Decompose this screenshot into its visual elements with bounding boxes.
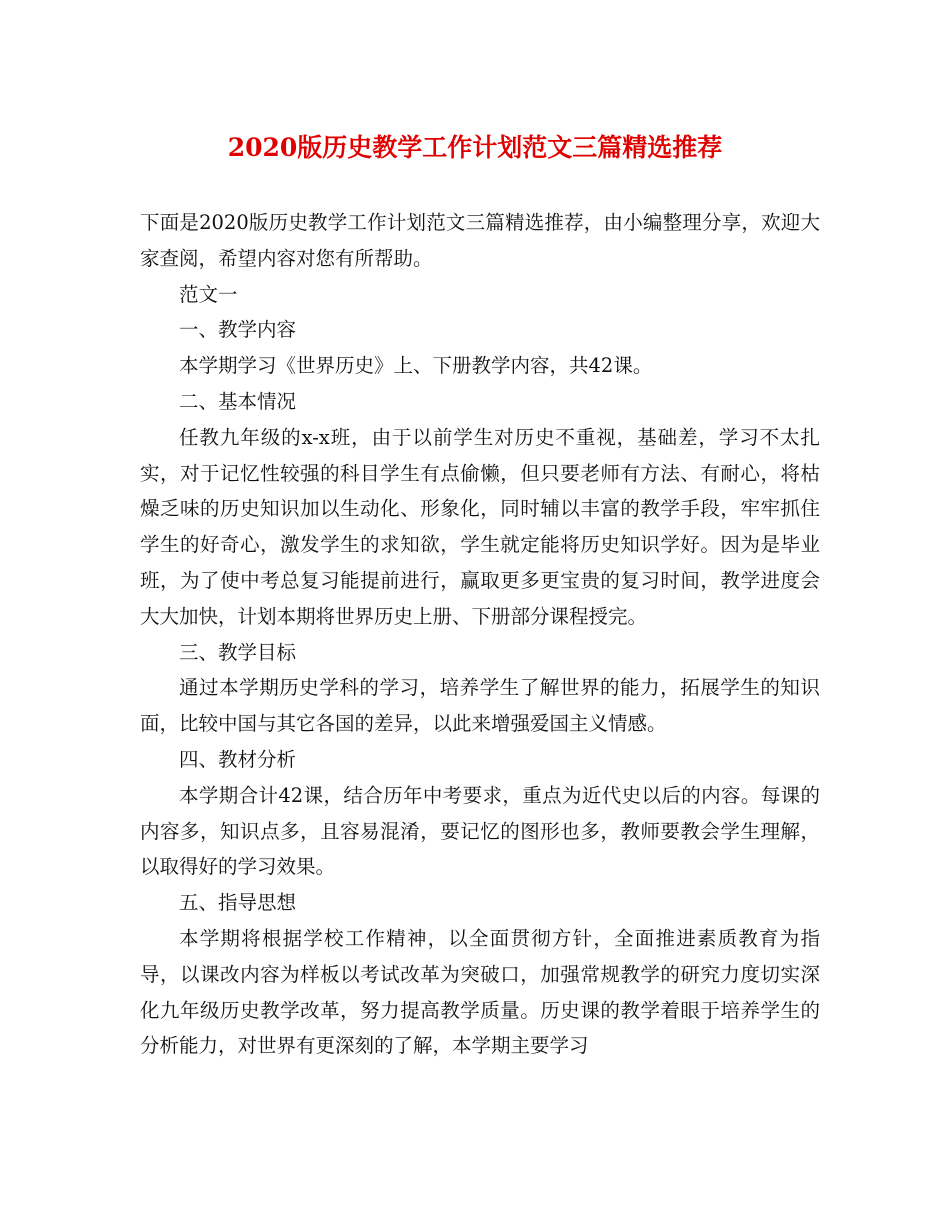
document-body <box>140 205 820 1064</box>
section-heading: 三、教学目标 <box>179 640 297 664</box>
section-heading: 一、教学内容 <box>179 318 297 342</box>
body-paragraph: 通过本学期历史学科的学习，培养学生了解世界的能力，拓展学生的知识面，比较中国与其它各国的差异，以此来增强爱国主义情感。 <box>140 676 820 736</box>
sample-heading: 范文一 <box>179 282 238 306</box>
section-heading: 五、指导思想 <box>179 891 297 915</box>
document-title: 2020版历史教学工作计划范文三篇精选推荐 <box>227 133 723 162</box>
section-heading: 二、基本情况 <box>179 389 297 413</box>
body-paragraph: 任教九年级的x-x班，由于以前学生对历史不重视，基础差，学习不太扎实，对于记忆性较强的科目学生有点偷懒，但只要老师有方法、有耐心，将枯燥乏味的历史知识加以生动化、形象化，同时辅以丰富的教学手段，牢牢抓住学生的好奇心，激发学生的求知欲，学生就定能将历史知识学好。因为是毕业班，为了使中考总复习能提前进行，赢取更多更宝贵的复习时间，教学进度会大大加快，计划本期将世界历史上册、下册部分课程授完。 <box>140 425 820 628</box>
body-paragraph: 本学期学习《世界历史》上、下册教学内容，共42课。 <box>179 354 653 378</box>
section-heading: 四、教材分析 <box>179 747 297 771</box>
body-paragraph: 本学期合计42课，结合历年中考要求，重点为近代史以后的内容。每课的内容多，知识点多，且容易混淆，要记忆的图形也多，教师要教会学生理解，以取得好的学习效果。 <box>140 783 820 879</box>
intro-paragraph: 下面是2020版历史教学工作计划范文三篇精选推荐，由小编整理分享，欢迎大家查阅，希望内容对您有所帮助。 <box>140 211 820 270</box>
body-paragraph: 本学期将根据学校工作精神，以全面贯彻方针，全面推进素质教育为指导，以课改内容为样板以考试改革为突破口，加强常规教学的研究力度切实深化九年级历史教学改革，努力提高教学质量。历史课的教学着眼于培养学生的分析能力，对世界有更深刻的了解，本学期主要学习 <box>140 926 820 1058</box>
